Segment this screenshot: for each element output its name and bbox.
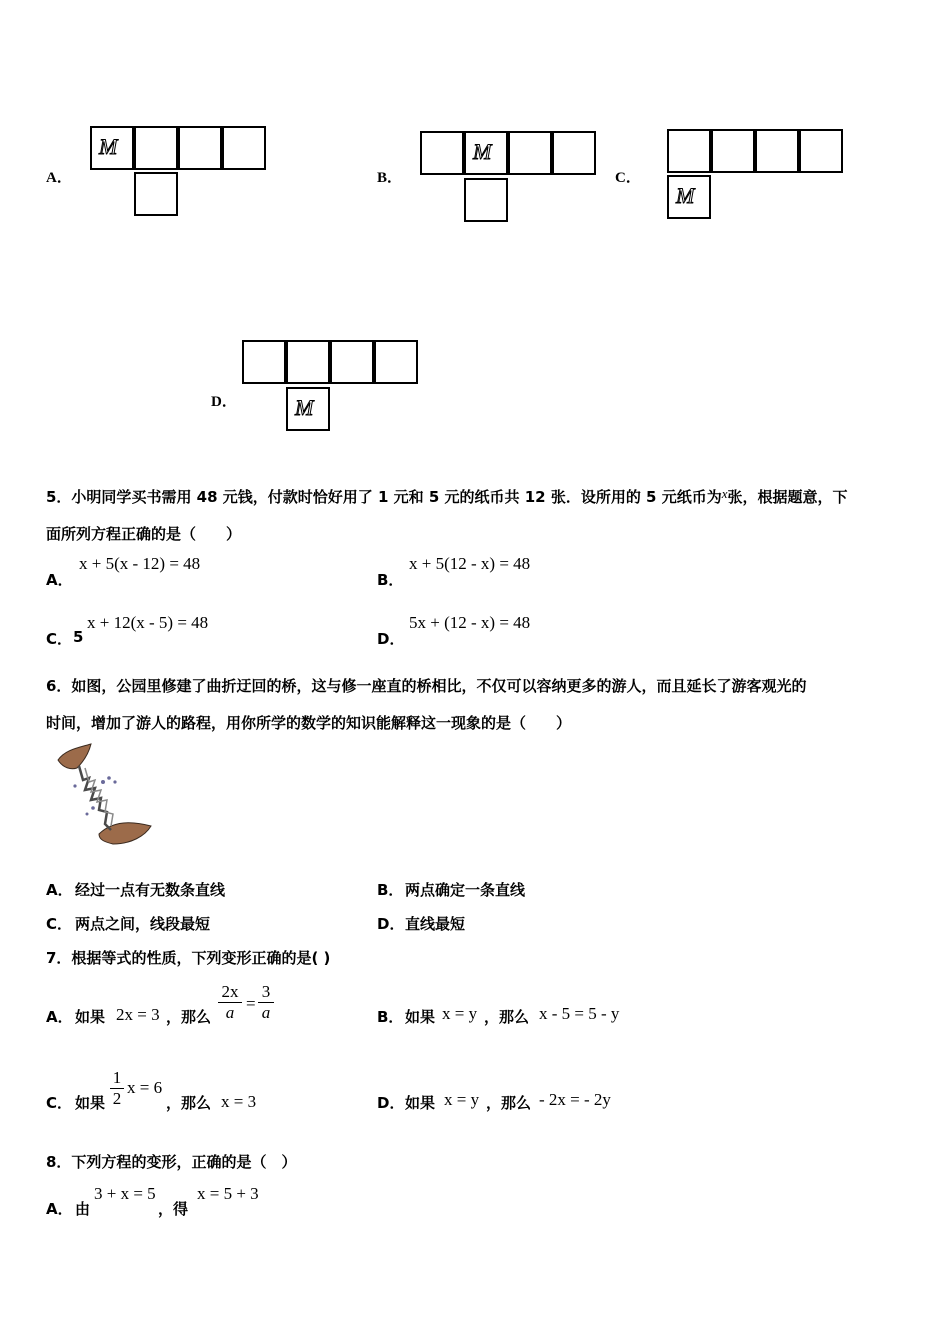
option-a-get: ，得 [158, 1200, 189, 1218]
option-d-equation: 5x + (12 - x) = 48 [409, 613, 531, 632]
fraction-2x-over-a [218, 982, 242, 1023]
option-a-from: 由 [75, 1200, 91, 1218]
net-cell [374, 340, 418, 384]
numerator: 3 [261, 982, 271, 1001]
option-d-label: D． [377, 915, 405, 933]
net-cell [286, 340, 330, 384]
option-b-then: ，那么 [484, 1008, 530, 1026]
option-a-label: A． [46, 571, 73, 589]
option-a-equation: x + 5(x - 12) = 48 [79, 554, 201, 573]
option-c-condition: x = 6 [127, 1078, 163, 1097]
option-a-equation-1: 3 + x = 5 [94, 1184, 156, 1203]
option-label: B． [377, 170, 403, 186]
net-cell [667, 175, 711, 219]
denominator: a [261, 1003, 271, 1022]
net-cell [667, 129, 711, 173]
m-letter: M [676, 183, 695, 208]
option-d-result: - 2x = - 2y [539, 1090, 611, 1109]
option-b-condition: x = y [442, 1004, 478, 1023]
net-cell [90, 126, 134, 170]
option-d-then: ，那么 [486, 1094, 532, 1112]
question-stem: 7．根据等式的性质，下列变形正确的是( ) [46, 949, 331, 967]
net-cell [420, 131, 464, 175]
net-cell [711, 129, 755, 173]
m-letter: M [99, 134, 118, 159]
option-a-label: A． [46, 881, 73, 899]
denominator: 2 [112, 1089, 122, 1108]
numerator: 1 [112, 1068, 122, 1087]
option-c-then: ，那么 [166, 1094, 212, 1112]
option-a-label: A． [46, 1008, 73, 1026]
net-cell [552, 131, 596, 175]
option-c-label: C． [46, 1094, 73, 1112]
net-cell [242, 340, 286, 384]
option-d-label: D． [377, 1094, 405, 1112]
question-stem-line2: 面所列方程正确的是（ ） [46, 525, 242, 543]
m-letter: M [473, 139, 492, 164]
option-d-label: D． [377, 630, 405, 648]
option-label: C． [615, 170, 641, 186]
net-cell [464, 131, 508, 175]
fraction-1-over-2 [110, 1068, 124, 1109]
option-c-if: 如果 [75, 1094, 106, 1112]
stem-text-end: 张，根据题意，下 [727, 488, 848, 506]
denominator: a [225, 1003, 235, 1022]
option-a-label: A． [46, 1200, 73, 1218]
zigzag-bridge-image [55, 742, 155, 848]
option-d-if: 如果 [405, 1094, 436, 1112]
option-b-label: B． [377, 881, 404, 899]
option-a-then: ，那么 [166, 1008, 212, 1026]
option-d-text: 直线最短 [405, 915, 466, 933]
net-cell [330, 340, 374, 384]
question-stem: 8．下列方程的变形，正确的是（ ） [46, 1153, 297, 1171]
option-d-condition: x = y [444, 1090, 480, 1109]
option-a-condition: 2x = 3 [116, 1005, 160, 1024]
net-cell [508, 131, 552, 175]
net-cell [178, 126, 222, 170]
net-cell [134, 172, 178, 216]
option-c-result: x = 3 [221, 1092, 257, 1111]
option-b-label: B． [377, 1008, 404, 1026]
option-a-equation-2: x = 5 + 3 [197, 1184, 259, 1203]
numerator: 2x [221, 982, 239, 1001]
stem-text: 5．小明同学买书需用 48 元钱，付款时恰好用了 1 元和 5 元的纸币共 12 张．设所用的 5 元纸币为 [46, 488, 722, 506]
option-c-label: C． [46, 915, 73, 933]
option-a-if: 如果 [75, 1008, 106, 1026]
fraction-3-over-a [258, 982, 274, 1023]
option-a-text: 经过一点有无数条直线 [75, 881, 226, 899]
option-c-label: C． [46, 630, 73, 648]
question-stem-line2: 时间，增加了游人的路程，用你所学的数学的知识能解释这一现象的是（ ） [46, 714, 572, 732]
option-b-equation: x + 5(12 - x) = 48 [409, 554, 531, 573]
option-b-result: x - 5 = 5 - y [539, 1004, 620, 1023]
option-b-if: 如果 [405, 1008, 436, 1026]
net-cell [464, 178, 508, 222]
net-cell [799, 129, 843, 173]
option-c-prefix: 5 [73, 628, 84, 646]
option-c-equation: x + 12(x - 5) = 48 [87, 613, 209, 632]
question-stem [46, 486, 848, 507]
option-b-label: B． [377, 571, 404, 589]
option-label: D． [211, 394, 237, 410]
net-cell [134, 126, 178, 170]
m-letter: M [295, 395, 314, 420]
option-label: A． [46, 170, 72, 186]
question-stem: 6．如图，公园里修建了曲折迂回的桥，这与修一座直的桥相比，不仅可以容纳更多的游人，而且延长了游客观光的 [46, 677, 807, 695]
option-c-text: 两点之间，线段最短 [75, 915, 211, 933]
net-cell [755, 129, 799, 173]
variable-x: x [721, 486, 728, 501]
net-cell [222, 126, 266, 170]
option-b-text: 两点确定一条直线 [405, 881, 526, 899]
net-cell [286, 387, 330, 431]
equals-sign: = [246, 994, 256, 1013]
